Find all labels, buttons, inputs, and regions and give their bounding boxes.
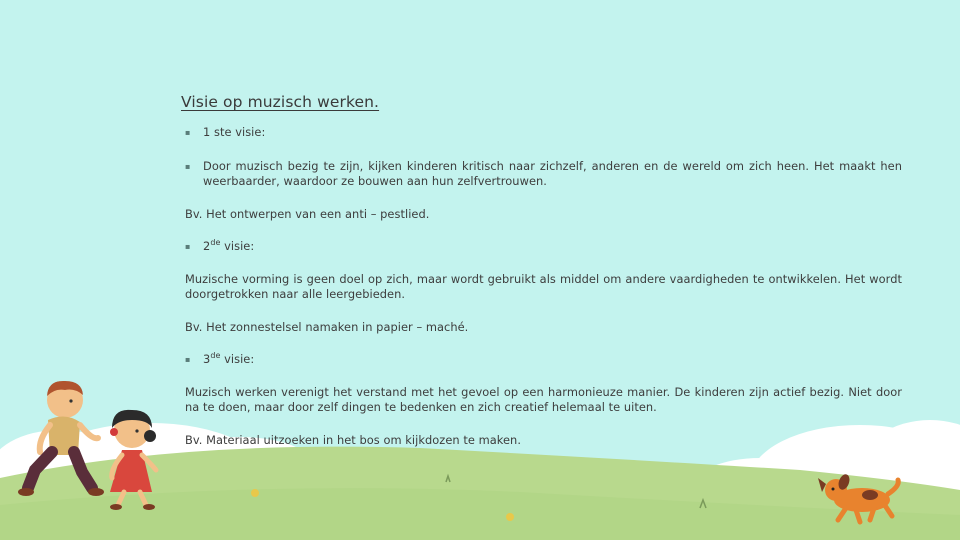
bullet-prefix: 3	[203, 352, 211, 366]
bullet-icon: ▪	[185, 355, 191, 364]
bullet-item-visie-2	[181, 239, 902, 255]
bullet-item-visie-3	[181, 352, 902, 368]
paragraph-visie-3: Muzisch werken verenigt het verstand met het gevoel op een harmonieuze manier. De kinderen zijn actief bezig. Niet door na te doen, maar door zelf dingen te bedenken en zich creatief helemaal te uiten.	[185, 384, 902, 414]
bullet-item-visie-1	[181, 125, 902, 141]
slide-title: Visie op muzisch werken.	[181, 93, 380, 111]
paragraph-visie-2: Muzische vorming is geen doel op zich, maar wordt gebruikt als middel om andere vaardigheden te ontwikkelen. Het wordt doorgetrokken naar alle leergebieden.	[185, 271, 902, 301]
bullet-icon: ▪	[185, 242, 191, 251]
bullet-sup: de	[210, 238, 221, 248]
bullet-icon: ▪	[185, 128, 191, 137]
bullet-text: 1 ste visie:	[203, 125, 266, 139]
example-text-2: Bv. Het zonnestelsel namaken in papier – maché.	[185, 319, 469, 334]
bullet-sup: de	[210, 351, 221, 361]
example-text-1: Bv. Het ontwerpen van een anti – pestlied.	[185, 206, 430, 221]
slide-content	[181, 93, 902, 448]
bullet-suffix: visie:	[220, 239, 255, 253]
bullet-icon: ▪	[185, 161, 191, 171]
bullet-suffix: visie:	[220, 352, 255, 366]
bullet-text: Door muzisch bezig te zijn, kijken kinderen kritisch naar zichzelf, anderen en de wereld om zich heen. Het maakt hen weerbaarder, waardoor ze bouwen aan hun zelfvertrouwen.	[203, 158, 902, 188]
bullet-item-description	[181, 159, 902, 190]
example-text-3: Bv. Materiaal uitzoeken in het bos om kijkdozen te maken.	[185, 432, 521, 447]
bullet-prefix: 2	[203, 239, 211, 253]
